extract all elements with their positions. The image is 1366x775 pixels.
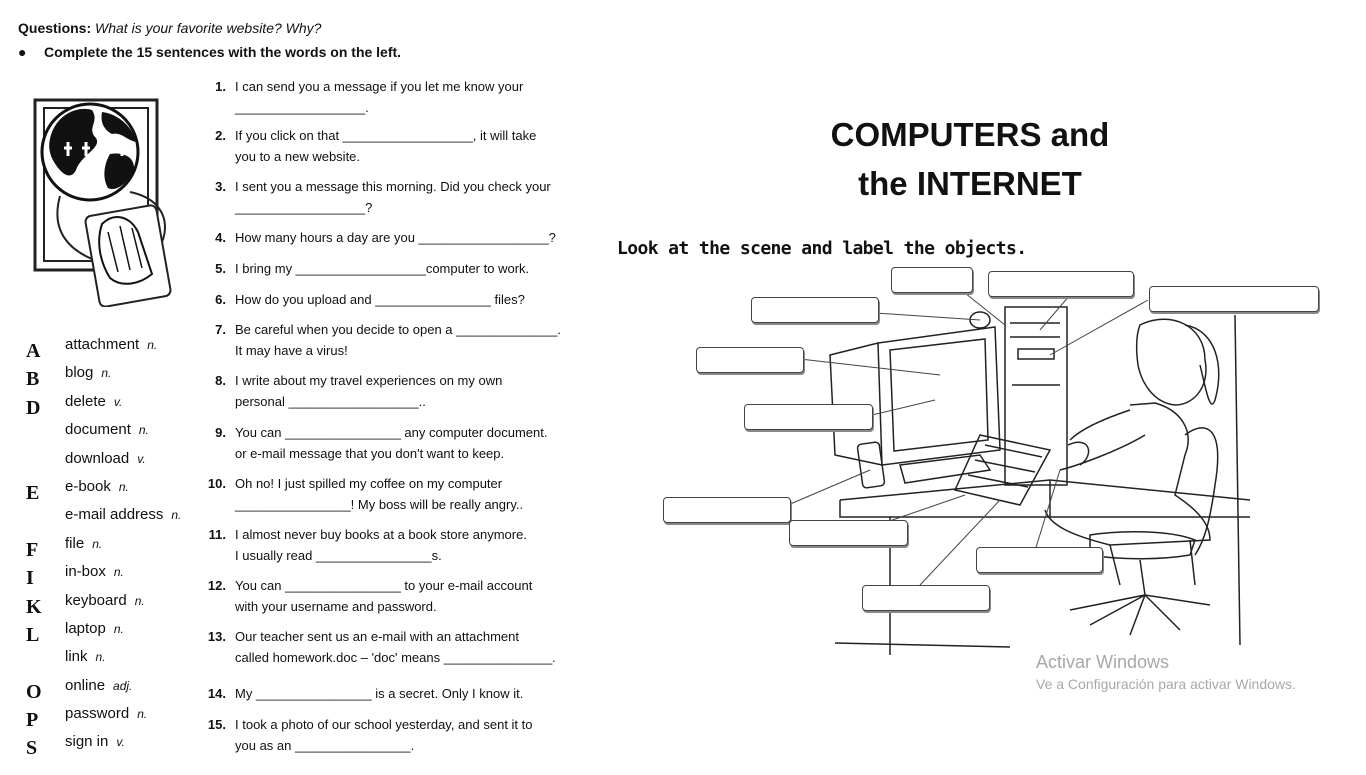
word-row <box>26 450 206 478</box>
vocab-word <box>65 535 102 552</box>
word-text: password <box>65 705 130 723</box>
sentence-number: 11. <box>208 527 226 542</box>
vocab-word <box>65 677 132 694</box>
label-box-2[interactable] <box>988 271 1134 297</box>
sentence-line: __________________? <box>235 199 373 215</box>
word-row <box>26 620 206 648</box>
word-text: sign in <box>65 733 109 751</box>
word-text: document <box>65 421 131 439</box>
sentence-line: Oh no! I just spilled my coffee on my computer <box>235 476 503 491</box>
sentence-line: I sent you a message this morning. Did you check your <box>235 179 551 194</box>
sentence-number: 8. <box>215 373 226 388</box>
title-line-1: COMPUTERS and <box>830 116 1110 153</box>
word-list <box>26 336 206 762</box>
word-text: e-book <box>65 477 111 495</box>
index-letter: E <box>26 481 40 504</box>
word-text: download <box>65 449 130 467</box>
sentence-line: How many hours a day are you __________________? <box>235 230 556 245</box>
word-text: laptop <box>65 619 106 637</box>
label-box-6[interactable] <box>744 404 873 430</box>
word-text: in-box <box>65 563 106 581</box>
sentence-line: Be careful when you decide to open a ______________. <box>235 322 561 337</box>
word-row <box>26 478 206 506</box>
sentence-line: I usually read ________________s. <box>235 547 442 563</box>
sentence-number: 14. <box>207 686 226 701</box>
sentence-number: 12. <box>207 578 226 593</box>
word-text: blog <box>65 364 94 382</box>
word-row <box>26 535 206 563</box>
part-of-speech: n. <box>134 593 145 608</box>
sentence-line: with your username and password. <box>235 598 437 614</box>
sentence-line: personal __________________.. <box>235 393 426 409</box>
sentence-line: How do you upload and ________________ files? <box>235 292 525 307</box>
vocab-word <box>65 450 146 467</box>
sentence-line: I write about my travel experiences on my own <box>235 373 503 388</box>
part-of-speech: n. <box>113 621 124 636</box>
page-title <box>800 110 1140 208</box>
label-box-8[interactable] <box>789 520 908 546</box>
word-text: link <box>65 648 88 666</box>
sentence-line: or e-mail message that you don't want to keep. <box>235 445 505 461</box>
sentence-number: 4. <box>215 230 226 245</box>
index-letter: I <box>26 567 34 590</box>
word-row <box>26 563 206 591</box>
instruction-line <box>18 44 401 60</box>
word-row <box>26 336 206 364</box>
part-of-speech: n. <box>147 338 158 352</box>
sentence-line: If you click on that __________________, it will take <box>235 128 537 143</box>
label-box-9[interactable] <box>976 547 1103 573</box>
sentence-line: called homework.doc – 'doc' means _______________. <box>235 649 556 665</box>
watermark-subtitle: Ve a Configuración para activar Windows. <box>1036 676 1296 692</box>
sentence-line: You can ________________ to your e-mail account <box>235 578 533 593</box>
vocab-word <box>65 592 145 609</box>
scene-instruction: Look at the scene and label the objects. <box>617 238 1027 259</box>
index-letter: P <box>26 709 39 732</box>
part-of-speech: adj. <box>113 678 133 693</box>
sentence-line: you as an ________________. <box>235 737 415 753</box>
sentence-number: 10. <box>207 476 226 491</box>
label-box-1[interactable] <box>891 267 973 293</box>
part-of-speech: v. <box>137 451 146 466</box>
instruction-text: Complete the 15 sentences with the words on the left. <box>44 44 402 60</box>
sentence-number: 3. <box>215 179 226 194</box>
questions-text: What is your favorite website? Why? <box>95 20 322 36</box>
questions-heading <box>18 20 321 36</box>
part-of-speech: n. <box>101 366 112 381</box>
label-box-5[interactable] <box>696 347 804 373</box>
sentence-line: ________________! My boss will be really angry.. <box>235 496 524 512</box>
word-row <box>26 677 206 705</box>
sentence-line: __________________. <box>235 99 369 115</box>
sentence-line: I took a photo of our school yesterday, and sent it to <box>235 717 533 732</box>
vocab-word <box>65 506 181 523</box>
part-of-speech: n. <box>171 508 182 523</box>
sentence-number: 13. <box>207 629 226 644</box>
watermark-title: Activar Windows <box>1036 652 1170 672</box>
index-letter: S <box>26 737 38 760</box>
sentence-number: 7. <box>215 322 226 337</box>
part-of-speech: n. <box>95 650 106 665</box>
vocab-word <box>65 733 125 750</box>
word-text: attachment <box>65 336 140 353</box>
part-of-speech: n. <box>137 707 148 722</box>
activation-watermark <box>1036 652 1296 692</box>
vocab-word <box>65 393 122 410</box>
vocab-word <box>65 364 111 381</box>
index-letter: B <box>26 368 40 391</box>
word-row <box>26 421 206 449</box>
word-row <box>26 705 206 733</box>
sentence-number: 1. <box>215 79 226 94</box>
vocab-word <box>65 421 149 438</box>
sentence-number: 6. <box>215 292 226 307</box>
vocab-word <box>65 336 157 353</box>
part-of-speech: n. <box>118 479 129 494</box>
vocab-word <box>65 620 124 637</box>
sentence-line: My ________________ is a secret. Only I know it. <box>235 686 524 701</box>
part-of-speech: n. <box>92 536 103 551</box>
label-box-3[interactable] <box>1149 286 1319 312</box>
label-box-10[interactable] <box>862 585 990 611</box>
sentence-number: 5. <box>215 261 226 276</box>
index-letter: D <box>26 396 41 419</box>
title-line-2: the INTERNET <box>858 165 1082 202</box>
sentence-number: 9. <box>215 425 226 440</box>
sentence-line: I almost never buy books at a book store anymore. <box>235 527 527 542</box>
index-letter: O <box>26 680 42 703</box>
word-text: keyboard <box>65 591 127 609</box>
sentence-line: It may have a virus! <box>235 342 348 358</box>
sentence-line: I bring my __________________computer to work. <box>235 261 530 276</box>
label-box-4[interactable] <box>751 297 879 323</box>
questions-label: Questions: <box>18 20 92 36</box>
word-row <box>26 733 206 761</box>
sentence-line: I can send you a message if you let me know your <box>235 79 524 94</box>
part-of-speech: v. <box>116 735 125 750</box>
vocab-word <box>65 705 147 722</box>
index-letter: K <box>26 595 42 618</box>
label-box-7[interactable] <box>663 497 791 523</box>
index-letter: F <box>26 538 39 561</box>
vocab-word <box>65 563 124 580</box>
word-row <box>26 592 206 620</box>
part-of-speech: v. <box>113 394 123 409</box>
vocab-word <box>65 478 129 495</box>
vocab-word <box>65 648 106 665</box>
sentence-line: You can ________________ any computer document. <box>235 425 548 440</box>
word-text: e-mail address <box>65 506 164 524</box>
sentence-line: you to a new website. <box>235 148 361 164</box>
index-letter: A <box>26 340 41 362</box>
word-row <box>26 648 206 676</box>
bullet-icon: ● <box>18 44 27 60</box>
index-letter: L <box>26 623 40 646</box>
word-text: online <box>65 676 106 694</box>
part-of-speech: n. <box>138 423 149 438</box>
word-text: file <box>65 534 85 552</box>
sentence-number: 15. <box>207 717 226 732</box>
word-row <box>26 393 206 421</box>
word-row <box>26 506 206 534</box>
part-of-speech: n. <box>113 565 124 580</box>
sentence-line: Our teacher sent us an e-mail with an attachment <box>235 629 519 644</box>
word-row <box>26 364 206 392</box>
word-text: delete <box>65 392 106 410</box>
sentence-number: 2. <box>215 128 226 143</box>
globe-mouse-illustration <box>30 92 180 307</box>
